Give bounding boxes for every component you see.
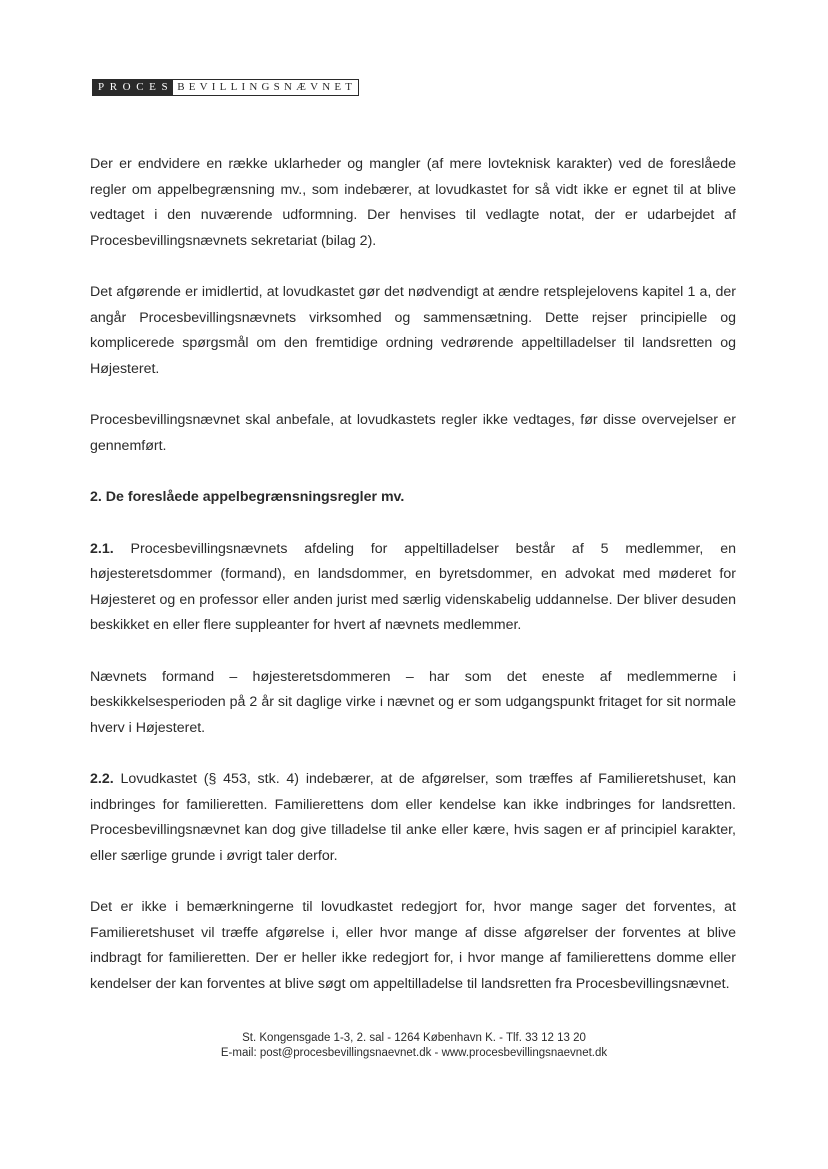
section-heading: 2. De foreslåede appelbegrænsningsregler mv. <box>90 489 405 505</box>
paragraph-7: Det er ikke i bemærkningerne til lovudkastet redegjort for, hvor mange sager det forventes, at Familieretshuset vil træffe afgørelse i, eller hvor mange af disse afgørelser der forventes at blive indbragt for familieretten. Der er heller ikke redegjort for, i hvor mange af familierettens domme eller kendelser der kan forventes at blive søgt om appeltilladelse til landsretten fra Procesbevillingsnævnet. <box>90 899 736 992</box>
paragraph-3: Procesbevillingsnævnet skal anbefale, at lovudkastets regler ikke vedtages, før disse overvejelser er gennemført. <box>90 412 736 454</box>
paragraph-2: Det afgørende er imidlertid, at lovudkastet gør det nødvendigt at ændre retsplejelovens kapitel 1 a, der angår Procesbevillingsnævnets virksomhed og sammensætning. Dette rejser principielle og komplicerede spørgsmål om den fremtidige ordning vedrørende appeltilladelser til landsretten og Højesteret. <box>90 284 736 377</box>
organization-logo <box>92 79 359 96</box>
paragraph-2-1 <box>90 537 736 639</box>
page-footer <box>0 1031 828 1061</box>
footer-contact: E-mail: post@procesbevillingsnaevnet.dk - www.procesbevillingsnaevnet.dk <box>220 1047 608 1059</box>
paragraph-1: Der er endvidere en række uklarheder og mangler (af mere lovteknisk karakter) ved de foreslåede regler om appelbegrænsning mv., som indebærer, at lovudkastet for så vidt ikke er egnet til at blive vedtaget i den nuværende udformning. Der henvises til vedlagte notat, der er udarbejdet af Procesbevillingsnævnets sekretariat (bilag 2). <box>90 156 736 249</box>
paragraph-2-1-text: Procesbevillingsnævnets afdeling for appeltilladelser består af 5 medlemmer, en højesteretsdommer (formand), en landsdommer, en byretsdommer, en advokat med møderet for Højesteret og en professor eller anden jurist med særlig videnskabelig uddannelse. Der bliver desuden beskikket en eller flere suppleanter for hvert af nævnets medlemmer. <box>90 540 736 633</box>
paragraph-2-2-text: Lovudkastet (§ 453, stk. 4) indebærer, at de afgørelser, som træffes af Familieretshuset, kan indbringes for familieretten. Familierettens dom eller kendelse kan ikke indbringes for landsretten. Procesbevillingsnævnet kan dog give tilladelse til anke eller kære, hvis sagen er af principiel karakter, eller særlige grunde i øvrigt taler derfor. <box>90 771 736 864</box>
logo-dark-part: PROCES <box>92 79 173 96</box>
paragraph-2-2 <box>90 767 736 869</box>
section-number: 2.2. <box>90 771 114 787</box>
section-number: 2.1. <box>90 540 114 557</box>
paragraph-5: Nævnets formand – højesteretsdommeren – har som det eneste af medlemmerne i beskikkelsesperioden på 2 år sit daglige virke i nævnet og er som udgangspunkt fritaget for sit normale hverv i Højesteret. <box>90 668 736 736</box>
logo-light-part: BEVILLINGSNÆVNET <box>173 79 359 96</box>
footer-address: St. Kongensgade 1-3, 2. sal - 1264 København K. - Tlf. 33 12 13 20 <box>242 1032 586 1044</box>
letter-body <box>90 152 736 1023</box>
